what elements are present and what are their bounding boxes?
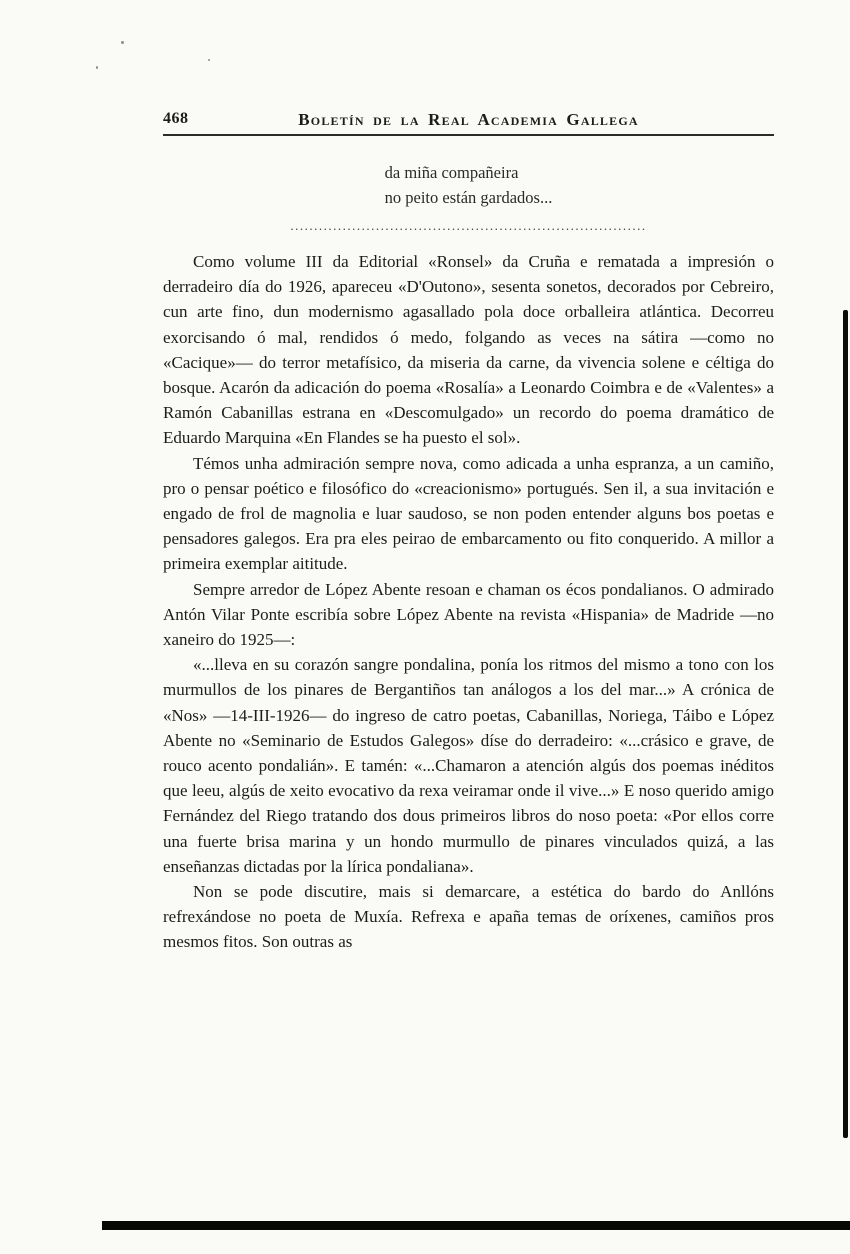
scan-artifact-speck (208, 59, 210, 61)
scan-artifact-vertical-line (843, 310, 848, 1138)
page-header (163, 110, 774, 132)
verse-line: no peito están gardados... (384, 188, 553, 207)
scan-artifact-speck (96, 66, 98, 69)
scan-artifact-bottom-bar (102, 1221, 850, 1230)
paragraph: Témos unha admiración sempre nova, como adicada a unha espranza, a un camiño, pro o pensar poético e filosófico do «creacionismo» portugués. Sen il, a sua invitación e engado de frol de magnolia e luar saudoso, se non poden entender alguns bos poetas e pensadores galegos. Era pra eles peirao de embarcamento ou fito conquerido. A millor a primeira exemplar aititude. (163, 453, 774, 574)
ellipsis-divider: ........................................................................... (290, 218, 647, 233)
paragraph: «...lleva en su corazón sangre pondalina, ponía los ritmos del mismo a tono con los murmullos de los pinares de Bergantiños tan análogos a los del mar...» A crónica de «Nos» —14-III-1926— do ingreso de catro poetas, Cabanillas, Noriega, Táibo e López Abente no «Seminario de Estudos Galegos» díse do derradeiro: «...crásico e grave, de rouco acento pondalián». E tamén: «...Chamaron a atención algús dos poemas inéditos que leeu, algús de xeito evocativo da rexa veiramar onde il vive...» E noso querido amigo Fernández del Riego tratando dos dous primeiros libros do noso poeta: «Por ellos corre una fuerte brisa marina y un hondo murmullo de pinares vinculados quizá, a las enseñanzas dictadas por la lírica pondaliana». (163, 655, 774, 876)
header-rule (163, 134, 774, 136)
page-number: 468 (163, 110, 189, 127)
verse-line: da miña compañeira (384, 163, 519, 182)
body-text (163, 249, 774, 955)
paragraph: Non se pode discutire, mais si demarcare, a estética do bardo do Anllóns refrexándose no poeta de Muxía. Refrexa e apaña temas de oríxenes, camiños pros mesmos fitos. Son outras as (163, 882, 774, 952)
verse-lines (385, 160, 553, 210)
verse-block (163, 160, 774, 210)
scan-artifact-speck (121, 41, 124, 44)
paragraph: Sempre arredor de López Abente resoan e chaman os écos pondalianos. O admirado Antón Vilar Ponte escribía sobre López Abente na revista «Hispania» de Madride —no xaneiro do 1925—: (163, 579, 774, 650)
paragraph: Como volume III da Editorial «Ronsel» da Cruña e rematada a impresión o derradeiro día do 1926, apareceu «D'Outono», sesenta sonetos, decorados por Cebreiro, cun arte fino, dun modernismo agasallado pola doce orballeira atlántica. Decorreu exorcisando ó mal, rendidos ó medo, folgando as veces na sátira —como no «Cacique»— do terror metafísico, da miseria da carne, da vivencia solene e céltiga do bosque. Acarón da adicación do poema «Rosalía» a Leonardo Coimbra e de «Valentes» a Ramón Cabanillas estrana en «Descomulgado» un recordo do poema dramático de Eduardo Marquina «En Flandes se ha puesto el sol». (163, 252, 774, 448)
journal-title: Boletín de la Real Academia Gallega (298, 110, 639, 129)
